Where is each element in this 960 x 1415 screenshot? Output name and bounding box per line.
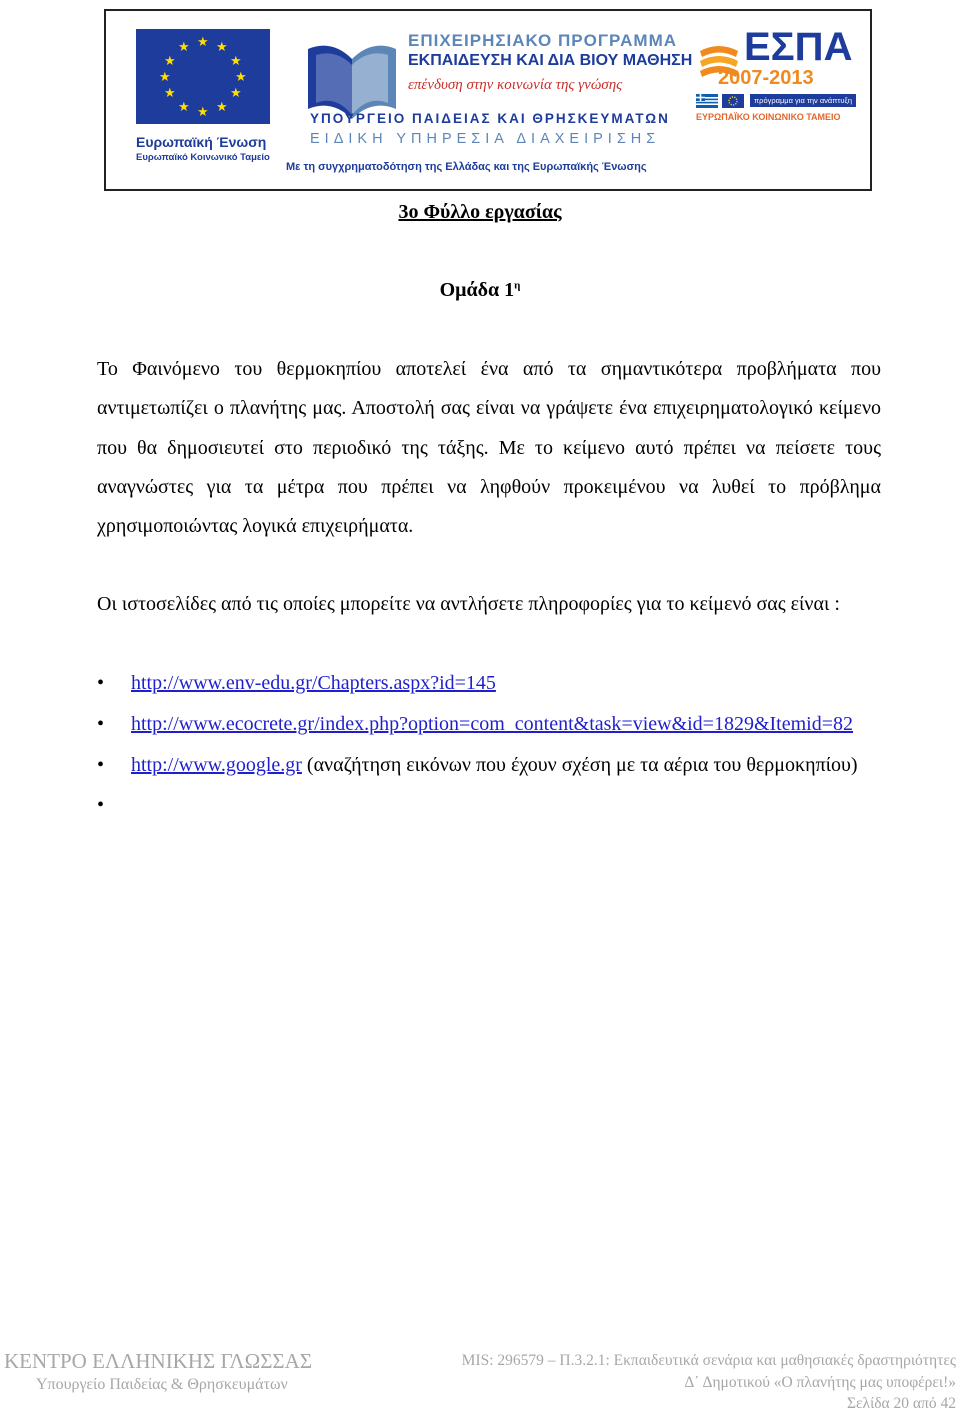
link-google[interactable]: http://www.google.gr [131,753,302,776]
link-ecocrete[interactable]: http://www.ecocrete.gr/index.php?option=com_content&task=view&id=1829&Itemid=82 [131,712,854,735]
list-item [97,746,881,785]
group-title-sup: η [514,279,521,292]
program-slogan: επένδυση στην κοινωνία της γνώσης [408,77,623,93]
management-service: ΕΙΔΙΚΗ ΥΠΗΡΕΣΙΑ ΔΙΑΧΕΙΡΙΣΗΣ [310,131,661,147]
cofunding-note: Με τη συγχρηματοδότηση της Ελλάδας και της Ευρωπαϊκής Ένωσης [286,161,647,173]
footer-info [462,1350,956,1415]
sources-paragraph: Οι ιστοσελίδες από τις οποίες μπορείτε να αντλήσετε πληροφορίες για το κείμενό σας είναι : [97,593,840,615]
eu-flag-icon: ★ ★ ★ ★ ★ ★ ★ ★ ★ ★ ★ ★ [136,29,270,124]
link-list [97,664,881,827]
group-title-text: Ομάδα 1 [439,279,515,301]
eu-fund: Ευρωπαϊκό Κοινωνικό Ταμείο [136,152,270,163]
espa-title: ΕΣΠΑ [744,25,853,69]
program-title: ΕΠΙΧΕΙΡΗΣΙΑΚΟ ΠΡΟΓΡΑΜΜΑ [408,31,678,50]
bullet: • [97,753,105,776]
header-banner [104,9,872,191]
footer-mis: MIS: 296579 – Π.3.2.1: Εκπαιδευτικά σενάρια και μαθησιακές δραστηριότητες [461,1352,956,1369]
open-book-icon [302,31,402,123]
footer-page-number: Σελίδα 20 από 42 [847,1395,956,1412]
eu-logo [136,29,276,163]
list-item [97,705,881,744]
greek-eu-flags-icon [696,94,744,108]
ministry-name: ΥΠΟΥΡΓΕΙΟ ΠΑΙΔΕΙΑΣ ΚΑΙ ΘΡΗΣΚΕΥΜΑΤΩΝ [310,111,670,126]
espa-years: 2007-2013 [718,67,814,89]
worksheet-title: 3ο Φύλλο εργασίας [398,201,562,223]
eu-name: Ευρωπαϊκή Ένωση [136,134,267,150]
bullet: • [97,712,105,735]
footer-ministry: Υπουργείο Παιδείας & Θρησκευμάτων [36,1376,288,1393]
group-title [0,279,960,302]
espa-fund: ΕΥΡΩΠΑΪΚΟ ΚΟΙΝΩΝΙΚΟ ΤΑΜΕΙΟ [696,112,841,122]
footer-scenario: Δ΄ Δημοτικού «Ο πλανήτης μας υποφέρει!» [684,1373,956,1391]
bullet: • [97,672,105,694]
list-item [97,664,881,703]
list-item [97,786,881,825]
footer-organization: ΚΕΝΤΡΟ ΕΛΛΗΝΙΚΗΣ ΓΛΩΣΣΑΣ [4,1349,313,1373]
assignment-paragraph: Το Φαινόμενο του θερμοκηπίου αποτελεί ένα από τα σημαντικότερα προβλήματα που αντιμετωπίζει ο πλανήτης μας. Αποστολή σας είναι να γράψετε ένα επιχειρηματολογικό κείμενο που θα δημοσιευτεί στο περιοδικό της τάξης. Με το κείμενο αυτό πρέπει να πείσετε τους αναγνώστες για τα μέτρα που πρέπει να ληφθούν προκειμένου να λυθεί το πρόβλημα χρησιμοποιώντας λογικά επιχειρήματα. [97,358,881,538]
link-google-note: (αναζήτηση εικόνων που έχουν σχέση με τα αέρια του θερμοκηπίου) [301,753,858,776]
link-env-edu[interactable]: http://www.env-edu.gr/Chapters.aspx?id=145 [131,672,496,694]
espa-program: πρόγραμμα για την ανάπτυξη [750,94,856,107]
bullet: • [97,794,105,817]
program-subtitle: ΕΚΠΑΙΔΕΥΣΗ ΚΑΙ ΔΙΑ ΒΙΟΥ ΜΑΘΗΣΗ [408,52,693,69]
